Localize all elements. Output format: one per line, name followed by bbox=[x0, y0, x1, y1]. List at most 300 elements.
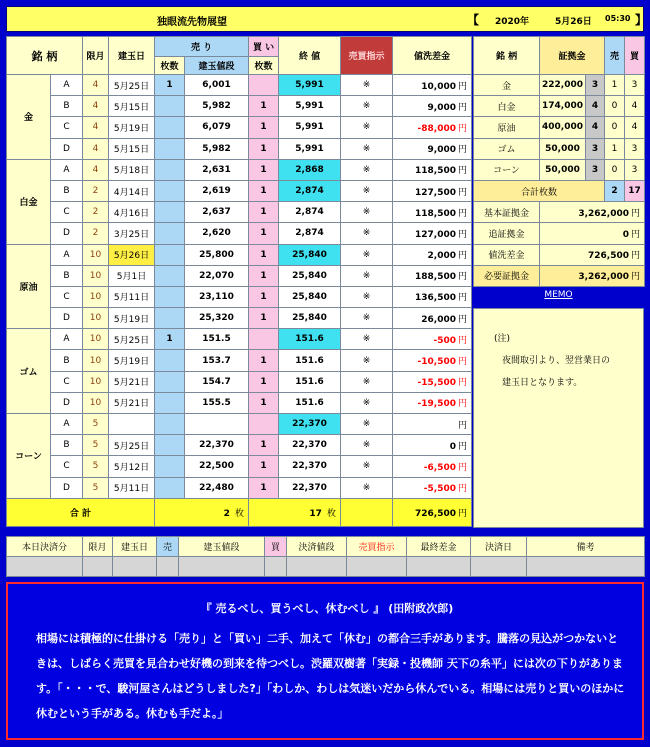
diff-cell bbox=[393, 456, 472, 477]
table-row bbox=[7, 244, 472, 265]
memo-line-1: 夜間取引より、翌営業日の bbox=[502, 356, 611, 366]
table-row bbox=[7, 223, 472, 244]
header-sell: 売 り bbox=[155, 37, 249, 57]
sell-count bbox=[155, 180, 185, 201]
sell-count bbox=[155, 138, 185, 159]
table-row bbox=[7, 96, 472, 117]
buy-count: 1 bbox=[249, 223, 279, 244]
margin-summary-cell bbox=[540, 244, 645, 265]
instruction-mark: ※ bbox=[341, 308, 393, 329]
sell-count bbox=[155, 117, 185, 138]
total-sell-cell bbox=[155, 498, 249, 526]
sell-count bbox=[155, 159, 185, 180]
total-sell-count: 2 bbox=[223, 508, 230, 519]
diff-value: 127,000 bbox=[415, 229, 456, 240]
contract-month: 10 bbox=[83, 265, 109, 286]
margin-summary-cell bbox=[540, 202, 645, 223]
buy-count: 1 bbox=[249, 265, 279, 286]
settle-cell bbox=[83, 557, 113, 577]
sell-count bbox=[155, 392, 185, 413]
diff-cell bbox=[393, 477, 472, 498]
margin-issue: 金 bbox=[474, 75, 540, 96]
contract-month: 10 bbox=[83, 392, 109, 413]
issue-name: 原油 bbox=[7, 244, 51, 329]
diff-value: 2,000 bbox=[427, 251, 456, 262]
contract-key: C bbox=[51, 371, 83, 392]
sell-count bbox=[155, 350, 185, 371]
contract-key: C bbox=[51, 456, 83, 477]
settle-header-sell: 売 bbox=[157, 537, 179, 557]
yen-unit: 円 bbox=[458, 441, 468, 452]
contract-month: 10 bbox=[83, 308, 109, 329]
diff-value: 118,500 bbox=[415, 208, 456, 219]
quote-title: 『 売るべし、買うべし、休むべし 』 (田附政次郎) bbox=[200, 602, 454, 615]
buy-count: 1 bbox=[249, 308, 279, 329]
instruction-mark: ※ bbox=[341, 392, 393, 413]
contract-key: C bbox=[51, 117, 83, 138]
contract-month: 4 bbox=[83, 117, 109, 138]
close-price: 25,840 bbox=[279, 286, 341, 307]
position-date: 4月16日 bbox=[109, 202, 155, 223]
yen-unit: 円 bbox=[458, 399, 468, 410]
header-diff: 値洗差金 bbox=[393, 37, 472, 75]
margin-count: 3 bbox=[586, 75, 605, 96]
settle-cell bbox=[265, 557, 287, 577]
contract-key: C bbox=[51, 286, 83, 307]
diff-cell bbox=[393, 392, 472, 413]
buy-count bbox=[249, 329, 279, 350]
buy-count: 1 bbox=[249, 435, 279, 456]
contract-month: 5 bbox=[83, 456, 109, 477]
close-price: 25,840 bbox=[279, 244, 341, 265]
sell-count bbox=[155, 435, 185, 456]
margin-buy: 4 bbox=[625, 96, 645, 117]
quote-body: 相場には積極的に仕掛ける「売り」と「買い」二手、加えて「休む」の都合三手があります。騰落の見込がつかないときは、しばらく売買を見合わせ好機の到来を待つべし。渋羅双樹著「実録・投機師 天下の糸平」には次の下りがあります。「・・・で、駿河屋さんはどうしました?」「わしか、わしは気迷いだから休んでいる。相場には売りと買いのほかに休むという手がある。休むも手だよ。」 bbox=[36, 632, 625, 720]
close-price: 2,874 bbox=[279, 223, 341, 244]
memo-box bbox=[473, 308, 644, 528]
contract-month: 4 bbox=[83, 96, 109, 117]
contract-key: A bbox=[51, 159, 83, 180]
sell-count bbox=[155, 414, 185, 435]
time-display: 05:30 bbox=[605, 14, 631, 23]
close-price: 22,370 bbox=[279, 435, 341, 456]
position-price: 155.5 bbox=[185, 392, 249, 413]
buy-count: 1 bbox=[249, 392, 279, 413]
margin-amount: 50,000 bbox=[540, 159, 586, 180]
margin-summary-row bbox=[474, 223, 645, 244]
total-diff-cell bbox=[393, 498, 472, 526]
header-date: 建玉日 bbox=[109, 37, 155, 75]
position-price bbox=[185, 414, 249, 435]
yen-unit: 円 bbox=[458, 166, 468, 177]
diff-value: -88,000 bbox=[417, 123, 456, 134]
table-row bbox=[7, 265, 472, 286]
sell-count: 1 bbox=[155, 329, 185, 350]
table-row bbox=[7, 308, 472, 329]
contract-month: 10 bbox=[83, 286, 109, 307]
position-date: 5月25日 bbox=[109, 435, 155, 456]
diff-value: 26,000 bbox=[421, 314, 456, 325]
diff-value: -19,500 bbox=[417, 399, 456, 410]
diff-cell bbox=[393, 244, 472, 265]
buy-count: 1 bbox=[249, 96, 279, 117]
position-date: 5月25日 bbox=[109, 75, 155, 96]
position-price: 5,982 bbox=[185, 96, 249, 117]
margin-total-row bbox=[474, 180, 645, 201]
date-bracket-open: 【 bbox=[467, 13, 480, 27]
position-date: 5月19日 bbox=[109, 117, 155, 138]
margin-row bbox=[474, 75, 645, 96]
date-year: 2020年 bbox=[495, 17, 530, 27]
diff-value: 188,500 bbox=[415, 272, 456, 283]
margin-sell: 0 bbox=[605, 117, 625, 138]
instruction-mark: ※ bbox=[341, 435, 393, 456]
settle-header-instruction: 売買指示 bbox=[347, 537, 407, 557]
contract-key: B bbox=[51, 435, 83, 456]
memo-link[interactable]: MEMO bbox=[544, 290, 573, 300]
instruction-mark: ※ bbox=[341, 329, 393, 350]
margin-sell: 0 bbox=[605, 159, 625, 180]
diff-value: 0 bbox=[449, 441, 456, 452]
buy-count bbox=[249, 75, 279, 96]
position-price: 23,110 bbox=[185, 286, 249, 307]
margin-summary-label: 必要証拠金 bbox=[474, 265, 540, 286]
diff-cell bbox=[393, 414, 472, 435]
position-date: 5月15日 bbox=[109, 138, 155, 159]
table-row bbox=[7, 75, 472, 96]
table-row bbox=[7, 159, 472, 180]
margin-amount: 50,000 bbox=[540, 138, 586, 159]
margin-summary-label: 基本証拠金 bbox=[474, 202, 540, 223]
sell-count bbox=[155, 223, 185, 244]
table-row bbox=[7, 392, 472, 413]
position-price: 154.7 bbox=[185, 371, 249, 392]
margin-amount: 400,000 bbox=[540, 117, 586, 138]
position-price: 22,480 bbox=[185, 477, 249, 498]
buy-count: 1 bbox=[249, 371, 279, 392]
header-buy: 買 い bbox=[249, 37, 279, 57]
contract-month: 4 bbox=[83, 75, 109, 96]
diff-cell bbox=[393, 180, 472, 201]
position-price: 153.7 bbox=[185, 350, 249, 371]
yen-unit: 円 bbox=[458, 462, 468, 473]
settle-header-date: 建玉日 bbox=[113, 537, 157, 557]
diff-value: 136,500 bbox=[415, 293, 456, 304]
margin-row bbox=[474, 96, 645, 117]
margin-summary-value: 3,262,000 bbox=[578, 272, 630, 283]
margin-row bbox=[474, 159, 645, 180]
margin-summary-cell bbox=[540, 265, 645, 286]
margin-amount: 222,000 bbox=[540, 75, 586, 96]
diff-cell bbox=[393, 223, 472, 244]
diff-value: 118,500 bbox=[415, 166, 456, 177]
table-row bbox=[7, 414, 472, 435]
total-yen: 円 bbox=[458, 508, 468, 519]
contract-key: C bbox=[51, 202, 83, 223]
margin-header-amount: 証拠金 bbox=[540, 37, 605, 75]
settle-cell bbox=[527, 557, 645, 577]
date-month-day: 5月26日 bbox=[555, 17, 592, 27]
table-row bbox=[7, 435, 472, 456]
yen-unit: 円 bbox=[458, 314, 468, 325]
settle-header-final-diff: 最終差金 bbox=[407, 537, 471, 557]
contract-key: A bbox=[51, 414, 83, 435]
diff-value: -6,500 bbox=[423, 462, 456, 473]
table-row bbox=[7, 180, 472, 201]
sell-count bbox=[155, 244, 185, 265]
contract-key: D bbox=[51, 477, 83, 498]
settle-cell bbox=[407, 557, 471, 577]
margin-summary-value: 726,500 bbox=[588, 251, 630, 262]
diff-cell bbox=[393, 435, 472, 456]
diff-cell bbox=[393, 117, 472, 138]
title-bar bbox=[6, 6, 648, 32]
settle-header-buy: 買 bbox=[265, 537, 287, 557]
contract-month: 10 bbox=[83, 329, 109, 350]
buy-count: 1 bbox=[249, 244, 279, 265]
buy-count: 1 bbox=[249, 456, 279, 477]
contract-key: D bbox=[51, 223, 83, 244]
close-price: 2,874 bbox=[279, 202, 341, 223]
margin-issue: 白金 bbox=[474, 96, 540, 117]
margin-count: 4 bbox=[586, 117, 605, 138]
instruction-mark: ※ bbox=[341, 223, 393, 244]
contract-month: 5 bbox=[83, 477, 109, 498]
position-price: 6,001 bbox=[185, 75, 249, 96]
diff-cell bbox=[393, 138, 472, 159]
position-date: 5月19日 bbox=[109, 350, 155, 371]
diff-cell bbox=[393, 75, 472, 96]
header-issue: 銘 柄 bbox=[7, 37, 83, 75]
total-label: 合 計 bbox=[7, 498, 155, 526]
close-price: 22,370 bbox=[279, 477, 341, 498]
settlement-table bbox=[6, 536, 645, 577]
contract-key: B bbox=[51, 350, 83, 371]
instruction-mark: ※ bbox=[341, 96, 393, 117]
margin-row bbox=[474, 138, 645, 159]
position-price: 25,800 bbox=[185, 244, 249, 265]
settle-cell bbox=[157, 557, 179, 577]
close-price: 5,991 bbox=[279, 75, 341, 96]
total-buy-cell bbox=[249, 498, 341, 526]
yen-unit: 円 bbox=[631, 208, 641, 219]
margin-buy: 3 bbox=[625, 75, 645, 96]
issue-name: 金 bbox=[7, 75, 51, 160]
position-date: 5月11日 bbox=[109, 286, 155, 307]
diff-cell bbox=[393, 159, 472, 180]
yen-unit: 円 bbox=[458, 102, 468, 113]
contract-key: A bbox=[51, 244, 83, 265]
diff-value: -15,500 bbox=[417, 378, 456, 389]
margin-amount: 174,000 bbox=[540, 96, 586, 117]
contract-key: D bbox=[51, 308, 83, 329]
diff-cell bbox=[393, 329, 472, 350]
margin-summary-row bbox=[474, 265, 645, 286]
margin-summary-row bbox=[474, 244, 645, 265]
diff-cell bbox=[393, 286, 472, 307]
instruction-mark: ※ bbox=[341, 265, 393, 286]
issue-name: コーン bbox=[7, 414, 51, 499]
contract-month: 10 bbox=[83, 371, 109, 392]
contract-month: 5 bbox=[83, 414, 109, 435]
table-row bbox=[7, 456, 472, 477]
yen-unit: 円 bbox=[458, 335, 468, 346]
diff-value: 10,000 bbox=[421, 81, 456, 92]
diff-cell bbox=[393, 308, 472, 329]
yen-unit: 円 bbox=[458, 208, 468, 219]
position-date: 4月14日 bbox=[109, 180, 155, 201]
position-date bbox=[109, 414, 155, 435]
contract-key: B bbox=[51, 180, 83, 201]
table-row bbox=[7, 477, 472, 498]
diff-value: 9,000 bbox=[427, 102, 456, 113]
position-price: 151.5 bbox=[185, 329, 249, 350]
contract-month: 4 bbox=[83, 159, 109, 180]
diff-cell bbox=[393, 371, 472, 392]
settle-cell bbox=[7, 557, 83, 577]
total-sell-unit: 枚 bbox=[235, 508, 245, 519]
header-sell-count: 枚数 bbox=[155, 57, 185, 75]
settle-cell bbox=[287, 557, 347, 577]
memo-note-label: (注) bbox=[494, 334, 511, 344]
issue-name: ゴム bbox=[7, 329, 51, 414]
buy-count: 1 bbox=[249, 286, 279, 307]
contract-month: 5 bbox=[83, 435, 109, 456]
yen-unit: 円 bbox=[458, 484, 468, 495]
instruction-mark: ※ bbox=[341, 180, 393, 201]
yen-unit: 円 bbox=[458, 420, 468, 431]
position-price: 2,637 bbox=[185, 202, 249, 223]
contract-key: A bbox=[51, 75, 83, 96]
settle-cell bbox=[347, 557, 407, 577]
table-row bbox=[7, 202, 472, 223]
yen-unit: 円 bbox=[631, 229, 641, 240]
position-price: 5,982 bbox=[185, 138, 249, 159]
close-price: 151.6 bbox=[279, 329, 341, 350]
close-price: 151.6 bbox=[279, 392, 341, 413]
position-price: 2,620 bbox=[185, 223, 249, 244]
sell-count bbox=[155, 96, 185, 117]
settle-cell bbox=[179, 557, 265, 577]
yen-unit: 円 bbox=[458, 229, 468, 240]
header-instruction: 売買指示 bbox=[341, 37, 393, 75]
positions-table bbox=[6, 36, 472, 527]
diff-value: -5,500 bbox=[423, 484, 456, 495]
yen-unit: 円 bbox=[458, 272, 468, 283]
yen-unit: 円 bbox=[631, 251, 641, 262]
contract-key: B bbox=[51, 265, 83, 286]
position-date: 5月21日 bbox=[109, 371, 155, 392]
instruction-mark: ※ bbox=[341, 286, 393, 307]
settle-header-remarks: 備考 bbox=[527, 537, 645, 557]
instruction-mark: ※ bbox=[341, 202, 393, 223]
sell-count bbox=[155, 202, 185, 223]
buy-count: 1 bbox=[249, 202, 279, 223]
margin-sell: 0 bbox=[605, 96, 625, 117]
diff-value: 9,000 bbox=[427, 145, 456, 156]
buy-count: 1 bbox=[249, 350, 279, 371]
table-row bbox=[7, 138, 472, 159]
settle-header-close-price: 決済値段 bbox=[287, 537, 347, 557]
margin-count: 3 bbox=[586, 159, 605, 180]
sell-count bbox=[155, 456, 185, 477]
margin-summary-row bbox=[474, 202, 645, 223]
margin-table bbox=[473, 36, 645, 287]
buy-count: 1 bbox=[249, 138, 279, 159]
margin-summary-value: 0 bbox=[622, 229, 630, 240]
total-buy-unit: 枚 bbox=[327, 508, 337, 519]
sell-count bbox=[155, 371, 185, 392]
yen-unit: 円 bbox=[458, 251, 468, 262]
close-price: 5,991 bbox=[279, 96, 341, 117]
header-buy-count: 枚数 bbox=[249, 57, 279, 75]
margin-summary-label: 追証拠金 bbox=[474, 223, 540, 244]
contract-month: 2 bbox=[83, 223, 109, 244]
margin-buy: 3 bbox=[625, 138, 645, 159]
contract-month: 2 bbox=[83, 202, 109, 223]
settle-cell bbox=[113, 557, 157, 577]
diff-cell bbox=[393, 96, 472, 117]
position-date: 5月21日 bbox=[109, 392, 155, 413]
close-price: 151.6 bbox=[279, 371, 341, 392]
table-row bbox=[7, 371, 472, 392]
margin-count: 4 bbox=[586, 96, 605, 117]
position-date: 5月25日 bbox=[109, 329, 155, 350]
page-title: 独眼流先物展望 bbox=[157, 17, 227, 28]
diff-cell bbox=[393, 265, 472, 286]
table-row bbox=[7, 350, 472, 371]
header-close: 終 値 bbox=[279, 37, 341, 75]
position-price: 22,500 bbox=[185, 456, 249, 477]
total-buy-count: 17 bbox=[309, 508, 322, 519]
yen-unit: 円 bbox=[458, 81, 468, 92]
header-month: 限月 bbox=[83, 37, 109, 75]
contract-month: 10 bbox=[83, 350, 109, 371]
close-price: 5,991 bbox=[279, 138, 341, 159]
contract-month: 10 bbox=[83, 244, 109, 265]
sell-count bbox=[155, 477, 185, 498]
contract-key: D bbox=[51, 138, 83, 159]
buy-count: 1 bbox=[249, 159, 279, 180]
close-price: 22,370 bbox=[279, 456, 341, 477]
position-price: 6,079 bbox=[185, 117, 249, 138]
yen-unit: 円 bbox=[458, 357, 468, 368]
position-date: 5月1日 bbox=[109, 265, 155, 286]
instruction-mark: ※ bbox=[341, 350, 393, 371]
date-bracket-close: 】 bbox=[635, 13, 648, 27]
table-row bbox=[7, 117, 472, 138]
close-price: 2,868 bbox=[279, 159, 341, 180]
instruction-mark: ※ bbox=[341, 371, 393, 392]
margin-count: 3 bbox=[586, 138, 605, 159]
margin-issue: 原油 bbox=[474, 117, 540, 138]
contract-key: A bbox=[51, 329, 83, 350]
position-price: 2,631 bbox=[185, 159, 249, 180]
instruction-mark: ※ bbox=[341, 414, 393, 435]
instruction-mark: ※ bbox=[341, 159, 393, 180]
position-price: 25,320 bbox=[185, 308, 249, 329]
margin-issue: コーン bbox=[474, 159, 540, 180]
settle-header-price: 建玉値段 bbox=[179, 537, 265, 557]
position-date: 5月19日 bbox=[109, 308, 155, 329]
contract-key: B bbox=[51, 96, 83, 117]
close-price: 25,840 bbox=[279, 308, 341, 329]
margin-summary-cell bbox=[540, 223, 645, 244]
instruction-mark: ※ bbox=[341, 456, 393, 477]
settle-header-settle-date: 決済日 bbox=[471, 537, 527, 557]
position-date: 5月26日 bbox=[109, 244, 155, 265]
yen-unit: 円 bbox=[458, 145, 468, 156]
